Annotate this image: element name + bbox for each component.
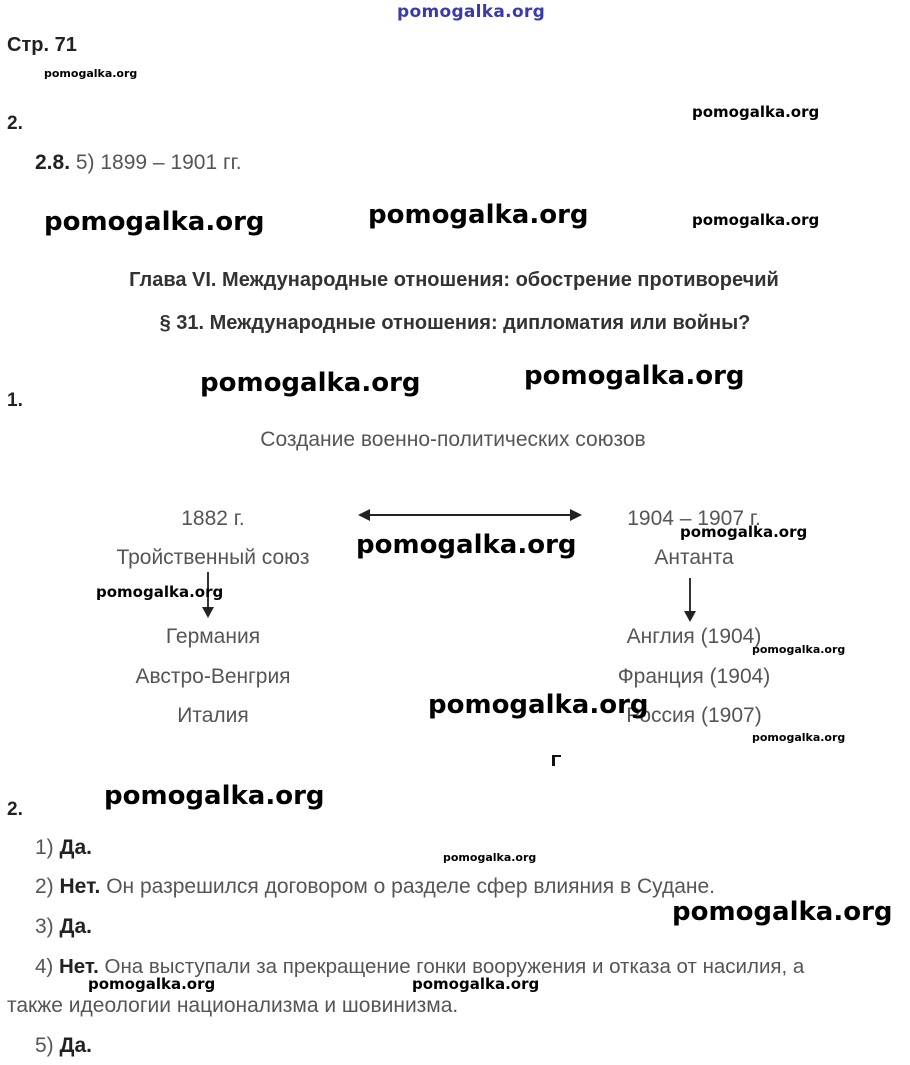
watermark: pomogalka.org	[368, 200, 589, 230]
right-member: Россия (1907)	[626, 704, 762, 727]
page-label: Стр. 71	[7, 34, 77, 56]
watermark: pomogalka.org	[692, 211, 820, 229]
answer-prefix: 5)	[35, 1034, 60, 1057]
answer-line	[35, 1034, 92, 1058]
watermark: pomogalka.org	[88, 975, 216, 993]
diagram-title: Создание военно-политических союзов	[260, 428, 646, 451]
left-alliance-name: Тройственный союз	[116, 546, 310, 569]
chapter-title: Глава VI. Международные отношения: обострение противоречий	[129, 269, 779, 291]
answer-verdict: Нет.	[58, 955, 99, 978]
task-number: 1.	[7, 390, 23, 411]
watermark-top: pomogalka.org	[397, 2, 546, 22]
watermark: pomogalka.org	[356, 530, 577, 560]
watermark: pomogalka.org	[443, 851, 537, 864]
left-year: 1882 г.	[181, 507, 245, 530]
answer-prefix: 2)	[35, 875, 60, 898]
watermark: pomogalka.org	[412, 975, 540, 993]
answer-prefix: 4)	[35, 955, 59, 978]
right-alliance-name: Антанта	[654, 546, 734, 569]
left-member: Италия	[177, 704, 249, 727]
left-member: Австро-Венгрия	[135, 665, 291, 688]
watermark: pomogalka.org	[752, 643, 846, 656]
right-arrow-down-icon	[684, 611, 696, 622]
answer-prefix: 1)	[35, 836, 60, 859]
watermark: pomogalka.org	[672, 897, 893, 927]
watermark: pomogalka.org	[680, 523, 808, 541]
double-arrow-icon	[356, 505, 584, 525]
scan-mark	[552, 755, 561, 766]
watermark: pomogalka.org	[96, 583, 224, 601]
paragraph-title: § 31. Международные отношения: дипломатия или войны?	[159, 312, 751, 334]
watermark: pomogalka.org	[428, 690, 649, 720]
answer-line	[35, 151, 242, 175]
watermark: pomogalka.org	[524, 361, 745, 391]
right-member: Англия (1904)	[626, 625, 762, 648]
answer-prefix: 3)	[35, 915, 60, 938]
answer-line	[35, 836, 92, 860]
watermark: pomogalka.org	[692, 103, 820, 121]
watermark: pomogalka.org	[752, 731, 846, 744]
watermark: pomogalka.org	[44, 207, 265, 237]
watermark: pomogalka.org	[200, 368, 421, 398]
answer-continuation: также идеологии национализма и шовинизма.	[7, 994, 459, 1017]
answer-verdict: Да.	[59, 836, 92, 859]
answer-verdict: Нет.	[59, 875, 101, 898]
section-number: 2.	[7, 113, 23, 134]
answer-text: Она выступали за прекращение гонки вооружения и отказа от насилия, а	[98, 955, 805, 978]
left-member: Германия	[165, 625, 261, 648]
answer-line	[35, 915, 92, 939]
watermark: pomogalka.org	[104, 781, 325, 811]
task-number: 2.	[7, 799, 23, 820]
answer-label: 2.8.	[35, 151, 71, 174]
answer-text: 5) 1899 – 1901 гг.	[75, 151, 242, 174]
right-arrow-shaft	[689, 578, 691, 612]
answer-line	[35, 875, 715, 899]
right-member: Франция (1904)	[617, 665, 771, 688]
answer-text: Он разрешился договором о разделе сфер влияния в Судане.	[100, 875, 715, 898]
answer-verdict: Да.	[59, 1034, 92, 1057]
watermark: pomogalka.org	[44, 67, 138, 80]
right-year: 1904 – 1907 г.	[627, 507, 761, 530]
left-arrow-down-icon	[202, 607, 214, 618]
answer-verdict: Да.	[59, 915, 92, 938]
